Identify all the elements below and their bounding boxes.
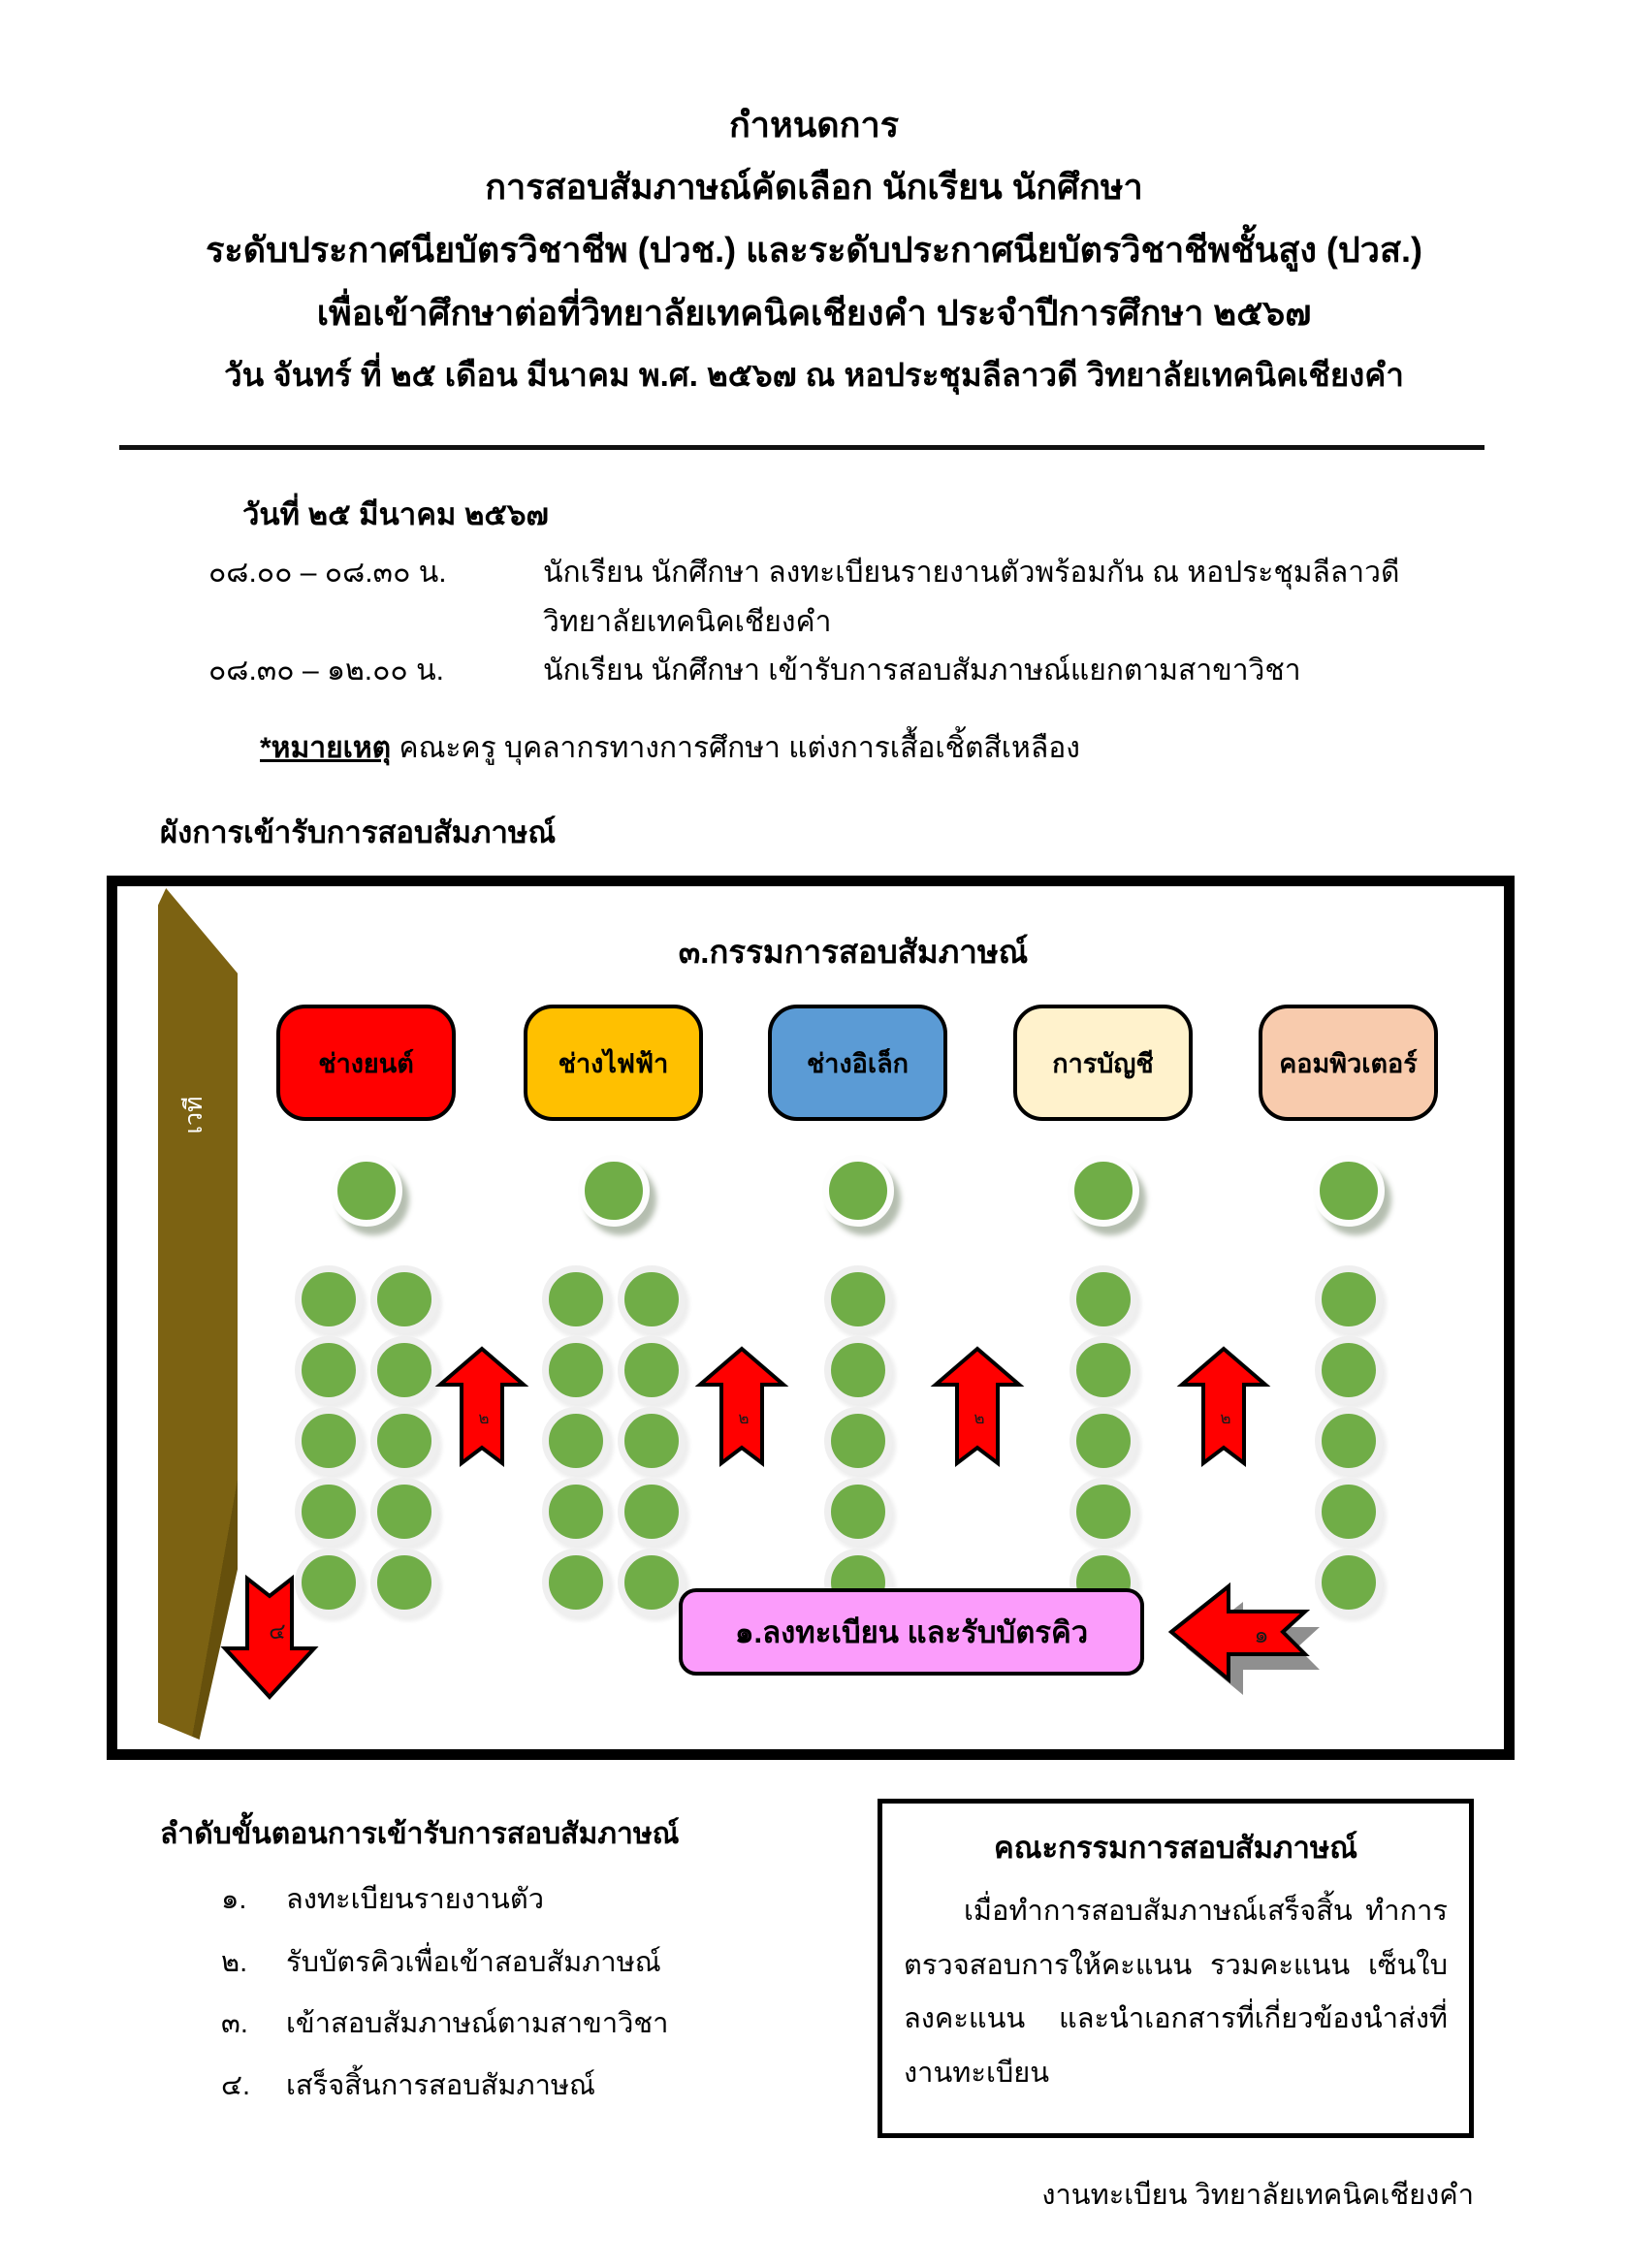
student-seat-g2-c2-r4 [618,1478,686,1546]
department-box-3: ช่างอิเล็ก [768,1005,947,1121]
student-seat-g4-c1-r4 [1069,1478,1137,1546]
student-seat-g1-c2-r3 [370,1407,438,1475]
horizontal-divider [119,445,1484,450]
registration-box: ๑.ลงทะเบียน และรับบัตรคิว [679,1588,1144,1676]
step-3-number: ๓. [221,2008,248,2039]
student-seat-g1-c2-r4 [370,1478,438,1546]
header-title-line-5: วัน จันทร์ ที่ ๒๕ เดือน มีนาคม พ.ศ. ๒๕๖๗ ณ หอประชุมลีลาวดี วิทยาลัยเทคนิคเชียงคำ [224,357,1404,393]
student-seat-g2-c2-r1 [618,1265,686,1333]
student-seat-g5-c1-r1 [1315,1265,1383,1333]
queue-arrow-3 [933,1346,1022,1466]
step-4-text: เสร็จสิ้นการสอบสัมภาษณ์ [286,2070,595,2101]
note-label: *หมายเหตุ [260,732,392,764]
queue-arrow-label: ๒ [974,1409,985,1427]
student-seat-g4-c1-r2 [1069,1336,1137,1404]
queue-arrow-label: ๒ [1220,1409,1231,1427]
student-seat-g3-c1-r2 [824,1336,892,1404]
diagram-title: ๓.กรรมการสอบสัมภาษณ์ [678,934,1029,970]
student-seat-g2-c1-r2 [542,1336,610,1404]
student-seat-g1-c1-r2 [295,1336,363,1404]
student-seat-g2-c1-r3 [542,1407,610,1475]
student-seat-g4-c1-r1 [1069,1265,1137,1333]
student-seat-g1-c2-r5 [370,1549,438,1616]
student-seat-g2-c1-r1 [542,1265,610,1333]
header-title-line-3: ระดับประกาศนียบัตรวิชาชีพ (ปวช.) และระดับประกาศนียบัตรวิชาชีพชั้นสูง (ปวส.) [206,230,1422,270]
note [260,725,1080,771]
step-2-text: รับบัตรคิวเพื่อเข้าสอบสัมภาษณ์ [286,1947,661,1978]
queue-arrow-label: ๒ [478,1409,490,1427]
diagram-section-heading: ผังการเข้ารับการสอบสัมภาษณ์ [160,815,557,849]
schedule-row-2-time: ๐๘.๓๐ – ๑๒.๐๐ น. [208,655,444,687]
student-seat-g2-c2-r5 [618,1549,686,1616]
committee-box-body: เมื่อทำการสอบสัมภาษณ์เสร็จสิ้น ทำการตรวจสอบการให้คะแนน รวมคะแนน เซ็นใบลงคะแนน และนำเอกสารที่เกี่ยวข้องนำส่งที่งานทะเบียน [904,1896,1448,2090]
queue-arrow-label: ๒ [738,1409,750,1427]
footer-note: งานทะเบียน วิทยาลัยเทคนิคเชียงคำ [1041,2180,1474,2211]
department-box-2: ช่างไฟฟ้า [524,1005,703,1121]
header-title-line-4: เพื่อเข้าศึกษาต่อที่วิทยาลัยเทคนิคเชียงคำ ประจำปีการศึกษา ๒๕๖๗ [316,293,1312,333]
department-box-4: การบัญชี [1013,1005,1193,1121]
student-seat-g5-c1-r3 [1315,1407,1383,1475]
entry-arrow-label: ๑ [1254,1622,1269,1648]
student-seat-g3-c1-r1 [824,1265,892,1333]
student-seat-g2-c1-r5 [542,1549,610,1616]
student-seat-g4-c1-r3 [1069,1407,1137,1475]
schedule-row-1-desc: นักเรียน นักศึกษา ลงทะเบียนรายงานตัวพร้อมกัน ณ หอประชุมลีลาวดี [543,557,1400,589]
schedule-date-heading: วันที่ ๒๕ มีนาคม ๒๕๖๗ [242,497,549,531]
step-2-number: ๒. [221,1947,248,1978]
student-seat-g1-c2-r1 [370,1265,438,1333]
queue-arrow-4 [1179,1346,1268,1466]
committee-seat-5 [1313,1155,1385,1227]
student-seat-g5-c1-r4 [1315,1478,1383,1546]
schedule-row-2-desc: นักเรียน นักศึกษา เข้ารับการสอบสัมภาษณ์แยกตามสาขาวิชา [543,655,1301,687]
step-1-text: ลงทะเบียนรายงานตัว [286,1884,544,1915]
queue-arrow-1 [437,1346,527,1466]
student-seat-g2-c2-r2 [618,1336,686,1404]
exit-arrow-label: ๔ [269,1618,286,1644]
committee-box [878,1799,1474,2138]
committee-box-title: คณะกรรมการสอบสัมภาษณ์ [993,1831,1358,1865]
step-3-text: เข้าสอบสัมภาษณ์ตามสาขาวิชา [286,2008,669,2039]
student-seat-g5-c1-r5 [1315,1549,1383,1616]
schedule-row-1-time: ๐๘.๐๐ – ๐๘.๓๐ น. [208,557,447,589]
committee-seat-2 [578,1155,650,1227]
student-seat-g2-c1-r4 [542,1478,610,1546]
header-title-line-1: กำหนดการ [728,105,900,144]
step-4-number: ๔. [221,2070,251,2101]
committee-seat-3 [822,1155,894,1227]
department-box-5: คอมพิวเตอร์ [1259,1005,1438,1121]
student-seat-g1-c1-r4 [295,1478,363,1546]
stage-label: เวที [180,1096,207,1134]
note-text: คณะครู บุคลากรทางการศึกษา แต่งการเสื้อเชิ้ตสีเหลือง [399,732,1080,764]
student-seat-g2-c2-r3 [618,1407,686,1475]
steps-heading: ลำดับขั้นตอนการเข้ารับการสอบสัมภาษณ์ [160,1818,680,1850]
committee-seat-4 [1068,1155,1139,1227]
student-seat-g1-c1-r1 [295,1265,363,1333]
student-seat-g1-c2-r2 [370,1336,438,1404]
header-title-line-2: การสอบสัมภาษณ์คัดเลือก นักเรียน นักศึกษา [485,167,1143,207]
student-seat-g1-c1-r3 [295,1407,363,1475]
entry-arrow-icon [1168,1579,1324,1697]
exit-arrow-icon [221,1575,318,1701]
department-box-1: ช่างยนต์ [276,1005,456,1121]
committee-seat-1 [331,1155,402,1227]
student-seat-g3-c1-r4 [824,1478,892,1546]
student-seat-g5-c1-r2 [1315,1336,1383,1404]
queue-arrow-2 [697,1346,786,1466]
step-1-number: ๑. [221,1884,247,1915]
student-seat-g3-c1-r3 [824,1407,892,1475]
schedule-row-1-desc-cont: วิทยาลัยเทคนิคเชียงคำ [543,606,832,638]
